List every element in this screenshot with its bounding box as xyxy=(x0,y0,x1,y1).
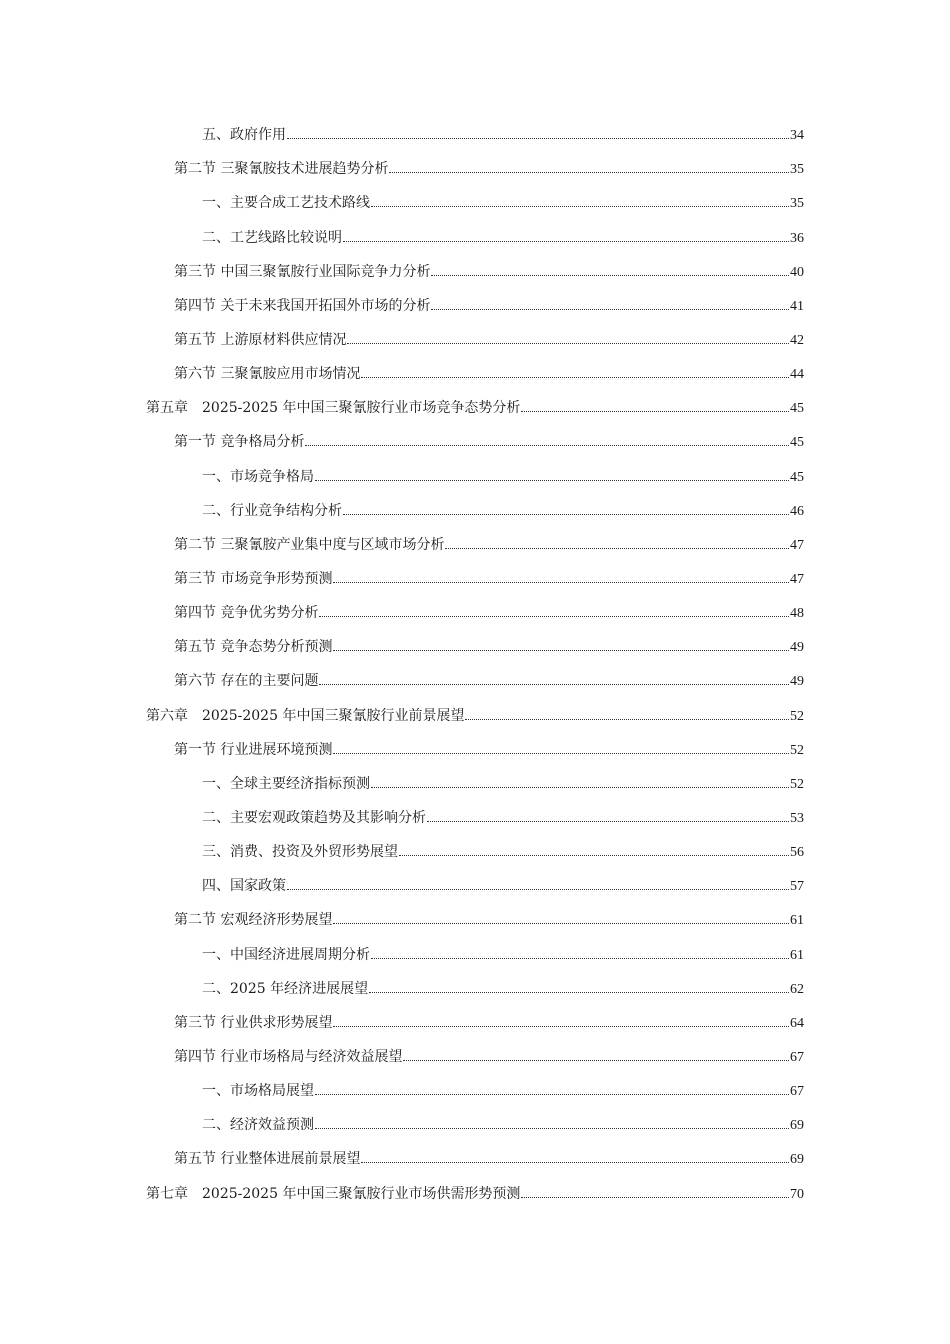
toc-section-entry[interactable] xyxy=(0,325,950,359)
toc-entry-title: 第一节 竞争格局分析 xyxy=(174,434,305,451)
dot-leader xyxy=(399,855,789,856)
dot-leader xyxy=(445,548,789,549)
toc-entry-line xyxy=(202,126,804,145)
table-of-contents xyxy=(0,120,950,1213)
toc-entry-line xyxy=(174,536,804,555)
toc-entry-title: 第二节 三聚氰胺产业集中度与区域市场分析 xyxy=(174,536,445,553)
toc-page-number: 70 xyxy=(790,1186,804,1202)
toc-entry-title: 四、国家政策 xyxy=(202,878,286,895)
toc-entry-title: 一、中国经济进展周期分析 xyxy=(202,946,370,963)
toc-page-number: 52 xyxy=(790,776,804,792)
toc-entry-title: 三、消费、投资及外贸形势展望 xyxy=(202,844,398,861)
dot-leader xyxy=(431,309,789,310)
toc-entry-line xyxy=(146,1185,804,1204)
toc-entry-line xyxy=(202,194,804,213)
toc-entry-line xyxy=(202,1082,804,1101)
toc-page-number: 52 xyxy=(790,742,804,758)
toc-entry-title: 一、主要合成工艺技术路线 xyxy=(202,195,370,212)
toc-section-entry[interactable] xyxy=(0,564,950,598)
toc-chapter-entry[interactable] xyxy=(0,700,950,734)
toc-section-entry[interactable] xyxy=(0,291,950,325)
toc-entry-line xyxy=(174,1014,804,1033)
toc-entry-line xyxy=(174,160,804,179)
toc-entry-title: 第六章 2025-2025 年中国三聚氰胺行业前景展望 xyxy=(146,707,465,724)
toc-page-number: 42 xyxy=(790,332,804,348)
toc-page-number: 35 xyxy=(790,196,804,212)
toc-subsection-entry[interactable] xyxy=(0,496,950,530)
dot-leader xyxy=(333,1026,789,1027)
toc-section-entry[interactable] xyxy=(0,735,950,769)
toc-page-number: 40 xyxy=(790,264,804,280)
toc-entry-title: 二、行业竞争结构分析 xyxy=(202,502,342,519)
toc-entry-title: 第三节 市场竞争形势预测 xyxy=(174,570,333,587)
toc-entry-line xyxy=(202,809,804,828)
toc-entry-title: 二、主要宏观政策趋势及其影响分析 xyxy=(202,809,426,826)
dot-leader xyxy=(343,241,789,242)
toc-entry-title: 一、市场竞争格局 xyxy=(202,468,314,485)
toc-entry-line xyxy=(202,843,804,862)
toc-entry-title: 一、市场格局展望 xyxy=(202,1083,314,1100)
toc-subsection-entry[interactable] xyxy=(0,939,950,973)
toc-entry-title: 一、全球主要经济指标预测 xyxy=(202,775,370,792)
toc-entry-title: 二、经济效益预测 xyxy=(202,1117,314,1134)
toc-page-number: 48 xyxy=(790,606,804,622)
toc-chapter-entry[interactable] xyxy=(0,393,950,427)
toc-entry-line xyxy=(202,980,804,999)
dot-leader xyxy=(465,719,789,720)
toc-entry-title: 第六节 三聚氰胺应用市场情况 xyxy=(174,366,361,383)
toc-entry-line xyxy=(202,468,804,487)
toc-page-number: 61 xyxy=(790,947,804,963)
toc-section-entry[interactable] xyxy=(0,1144,950,1178)
toc-subsection-entry[interactable] xyxy=(0,188,950,222)
toc-section-entry[interactable] xyxy=(0,154,950,188)
toc-entry-title: 第二节 宏观经济形势展望 xyxy=(174,912,333,929)
toc-entry-line xyxy=(174,297,804,316)
toc-entry-title: 二、2025 年经济进展展望 xyxy=(202,980,369,997)
toc-entry-line xyxy=(174,638,804,657)
dot-leader xyxy=(361,377,789,378)
dot-leader xyxy=(333,650,789,651)
toc-section-entry[interactable] xyxy=(0,427,950,461)
toc-subsection-entry[interactable] xyxy=(0,769,950,803)
dot-leader xyxy=(315,1128,789,1129)
toc-entry-title: 第五章 2025-2025 年中国三聚氰胺行业市场竞争态势分析 xyxy=(146,400,521,417)
toc-entry-line xyxy=(174,570,804,589)
toc-page-number: 46 xyxy=(790,503,804,519)
toc-page-number: 67 xyxy=(790,1084,804,1100)
toc-entry-line xyxy=(174,911,804,930)
dot-leader xyxy=(333,582,789,583)
toc-entry-title: 二、工艺线路比较说明 xyxy=(202,229,342,246)
toc-entry-title: 第一节 行业进展环境预测 xyxy=(174,741,333,758)
toc-page-number: 52 xyxy=(790,708,804,724)
dot-leader xyxy=(389,172,789,173)
toc-subsection-entry[interactable] xyxy=(0,837,950,871)
dot-leader xyxy=(347,343,789,344)
toc-page-number: 49 xyxy=(790,674,804,690)
toc-entry-title: 第五节 竞争态势分析预测 xyxy=(174,639,333,656)
dot-leader xyxy=(371,958,789,959)
dot-leader xyxy=(287,138,789,139)
toc-entry-line xyxy=(202,1116,804,1135)
toc-page-number: 35 xyxy=(790,162,804,178)
toc-entry-title: 第四节 竞争优劣势分析 xyxy=(174,605,319,622)
toc-entry-line xyxy=(202,877,804,896)
toc-entry-title: 第七章 2025-2025 年中国三聚氰胺行业市场供需形势预测 xyxy=(146,1185,521,1202)
toc-subsection-entry[interactable] xyxy=(0,871,950,905)
toc-page-number: 44 xyxy=(790,367,804,383)
dot-leader xyxy=(319,616,789,617)
dot-leader xyxy=(369,992,789,993)
toc-entry-line xyxy=(174,365,804,384)
dot-leader xyxy=(361,1162,789,1163)
toc-entry-line xyxy=(174,263,804,282)
toc-entry-line xyxy=(202,946,804,965)
toc-section-entry[interactable] xyxy=(0,359,950,393)
toc-entry-title: 第六节 存在的主要问题 xyxy=(174,673,319,690)
toc-entry-line xyxy=(202,229,804,248)
toc-entry-title: 第四节 行业市场格局与经济效益展望 xyxy=(174,1048,403,1065)
dot-leader xyxy=(431,275,789,276)
toc-page-number: 36 xyxy=(790,230,804,246)
toc-subsection-entry[interactable] xyxy=(0,222,950,256)
toc-page-number: 41 xyxy=(790,298,804,314)
toc-entry-title: 第五节 上游原材料供应情况 xyxy=(174,331,347,348)
toc-entry-title: 第三节 中国三聚氰胺行业国际竞争力分析 xyxy=(174,263,431,280)
toc-entry-line xyxy=(174,672,804,691)
toc-page-number: 45 xyxy=(790,469,804,485)
toc-page-number: 53 xyxy=(790,810,804,826)
dot-leader xyxy=(315,480,789,481)
toc-subsection-entry[interactable] xyxy=(0,1110,950,1144)
toc-entry-title: 五、政府作用 xyxy=(202,127,286,144)
dot-leader xyxy=(319,684,789,685)
toc-chapter-entry[interactable] xyxy=(0,1178,950,1212)
toc-page-number: 69 xyxy=(790,1118,804,1134)
toc-section-entry[interactable] xyxy=(0,1042,950,1076)
toc-entry-title: 第五节 行业整体进展前景展望 xyxy=(174,1151,361,1168)
toc-entry-line xyxy=(174,741,804,760)
toc-entry-line xyxy=(146,707,804,726)
toc-entry-line xyxy=(174,331,804,350)
toc-subsection-entry[interactable] xyxy=(0,803,950,837)
toc-entry-line xyxy=(202,775,804,794)
toc-entry-line xyxy=(174,1048,804,1067)
toc-subsection-entry[interactable] xyxy=(0,120,950,154)
toc-page-number: 45 xyxy=(790,435,804,451)
toc-entry-line xyxy=(146,399,804,418)
toc-page-number: 47 xyxy=(790,571,804,587)
toc-section-entry[interactable] xyxy=(0,1008,950,1042)
dot-leader xyxy=(333,923,789,924)
toc-subsection-entry[interactable] xyxy=(0,1076,950,1110)
toc-entry-line xyxy=(174,433,804,452)
toc-page-number: 34 xyxy=(790,128,804,144)
toc-section-entry[interactable] xyxy=(0,530,950,564)
toc-subsection-entry[interactable] xyxy=(0,974,950,1008)
toc-page-number: 56 xyxy=(790,845,804,861)
dot-leader xyxy=(521,1197,789,1198)
dot-leader xyxy=(403,1060,789,1061)
dot-leader xyxy=(371,787,789,788)
dot-leader xyxy=(305,445,789,446)
toc-section-entry[interactable] xyxy=(0,257,950,291)
toc-entry-line xyxy=(202,502,804,521)
toc-page-number: 62 xyxy=(790,981,804,997)
dot-leader xyxy=(315,1094,789,1095)
toc-entry-line xyxy=(174,1150,804,1169)
toc-entry-title: 第三节 行业供求形势展望 xyxy=(174,1014,333,1031)
dot-leader xyxy=(333,753,789,754)
toc-page-number: 47 xyxy=(790,537,804,553)
toc-entry-title: 第四节 关于未来我国开拓国外市场的分析 xyxy=(174,297,431,314)
toc-section-entry[interactable] xyxy=(0,632,950,666)
toc-page-number: 67 xyxy=(790,1049,804,1065)
toc-entry-line xyxy=(174,604,804,623)
toc-page-number: 57 xyxy=(790,879,804,895)
toc-page-number: 45 xyxy=(790,401,804,417)
dot-leader xyxy=(343,514,789,515)
dot-leader xyxy=(427,821,789,822)
toc-section-entry[interactable] xyxy=(0,905,950,939)
toc-page-number: 49 xyxy=(790,640,804,656)
toc-section-entry[interactable] xyxy=(0,666,950,700)
dot-leader xyxy=(287,889,789,890)
toc-subsection-entry[interactable] xyxy=(0,461,950,495)
toc-page-number: 61 xyxy=(790,913,804,929)
dot-leader xyxy=(521,411,789,412)
toc-page-number: 64 xyxy=(790,1015,804,1031)
dot-leader xyxy=(371,206,789,207)
toc-section-entry[interactable] xyxy=(0,598,950,632)
toc-page-number: 69 xyxy=(790,1152,804,1168)
toc-entry-title: 第二节 三聚氰胺技术进展趋势分析 xyxy=(174,161,389,178)
